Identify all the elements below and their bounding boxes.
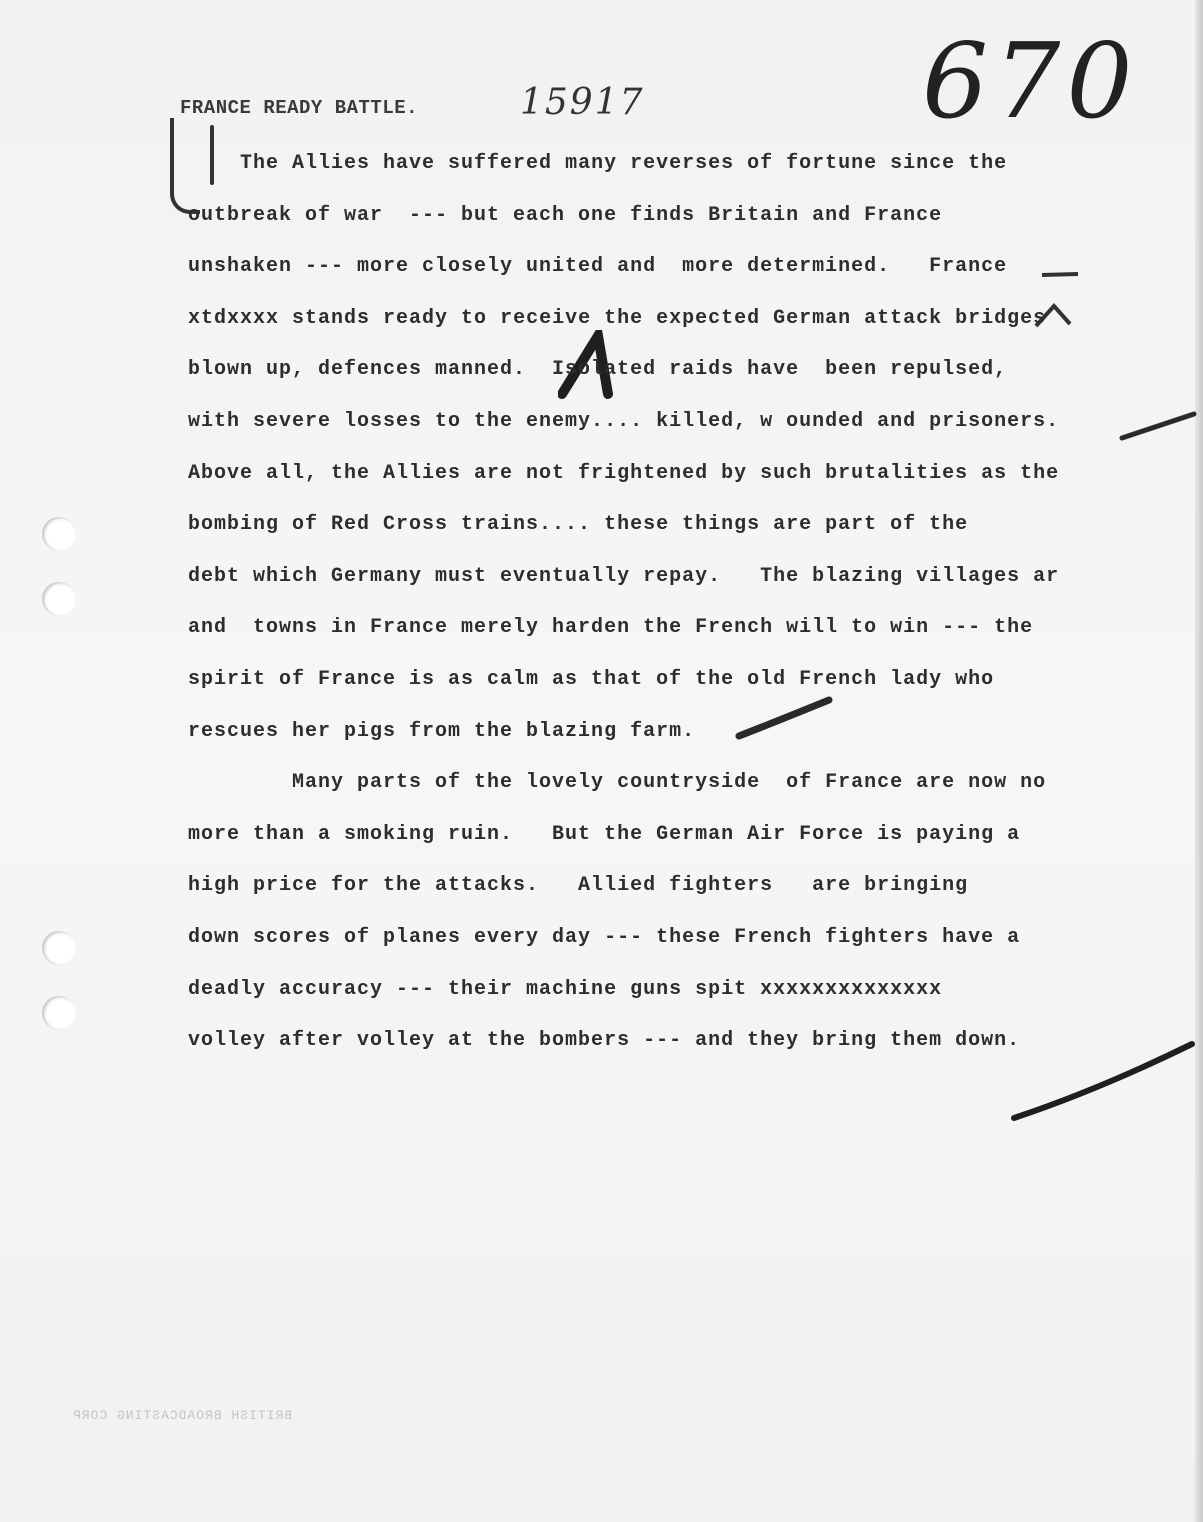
struck-word: xtdxxxx <box>188 306 280 330</box>
paragraph <box>188 1015 1178 1067</box>
typed-body-text <box>188 138 1178 1067</box>
paragraph <box>188 654 1178 706</box>
paragraph <box>188 964 1178 1016</box>
paragraph <box>188 138 1178 190</box>
text-line: Many parts of the lovely countryside of France are now no <box>292 771 1047 795</box>
text-line: high price for the attacks. Allied fighters are bringing <box>188 874 969 898</box>
punch-hole <box>42 996 76 1030</box>
text-line: unshaken --- more closely united and more determined. France <box>188 255 1008 279</box>
paragraph <box>188 448 1178 500</box>
text-line: volley after volley at the bombers --- and they bring them down. <box>188 1029 1021 1053</box>
paragraph <box>188 241 1178 293</box>
text-line: blown up, defences manned. Isolated raids have been repulsed, <box>188 358 1008 382</box>
paragraph <box>188 190 1178 242</box>
paragraph <box>188 912 1178 964</box>
handwritten-page-number: 670 <box>922 20 1139 142</box>
punch-hole <box>42 517 76 551</box>
text-line: The Allies have suffered many reverses of fortune since the <box>240 152 1008 175</box>
text-line: rescues her pigs from the blazing farm. <box>188 719 696 743</box>
page-edge-shadow <box>1195 0 1203 1522</box>
paragraph <box>188 551 1178 603</box>
paragraph <box>188 293 1178 345</box>
text-line: outbreak of war --- but each one finds Britain and France <box>188 203 943 227</box>
paragraph <box>188 602 1178 654</box>
text-line: bombing of Red Cross trains.... these things are part of the <box>188 513 969 537</box>
text-line: debt which Germany must eventually repay. The blazing villages ar <box>188 564 1060 588</box>
document-title: FRANCE READY BATTLE. <box>180 97 419 119</box>
paragraph <box>188 809 1178 861</box>
struck-word: xxxxxxxxxxxxxx <box>760 977 943 1001</box>
paragraph <box>188 344 1178 396</box>
text-line: more than a smoking ruin. But the German Air Force is paying a <box>188 822 1021 846</box>
text-line: deadly accuracy --- their machine guns spit <box>188 977 748 1001</box>
paragraph <box>188 706 1178 758</box>
paragraph <box>188 860 1178 912</box>
text-line: and towns in France merely harden the French will to win --- the <box>188 616 1034 640</box>
handwritten-doc-number: 15917 <box>520 82 645 123</box>
paragraph <box>188 757 1178 809</box>
text-line: spirit of France is as calm as that of the old French lady who <box>188 667 995 691</box>
text-line: with severe losses to the enemy.... killed, w ounded and prisoners. <box>188 409 1060 433</box>
punch-hole <box>42 582 76 616</box>
text-line: down scores of planes every day --- these French fighters have a <box>188 925 1021 949</box>
paragraph <box>188 396 1178 448</box>
bleed-through-text: BRITISH BROADCASTING CORP <box>72 1408 293 1423</box>
text-line: stands ready to receive the expected German attack bridges <box>292 306 1047 330</box>
paragraph <box>188 499 1178 551</box>
punch-hole <box>42 931 76 965</box>
text-line: Above all, the Allies are not frightened by such brutalities as the <box>188 461 1060 485</box>
